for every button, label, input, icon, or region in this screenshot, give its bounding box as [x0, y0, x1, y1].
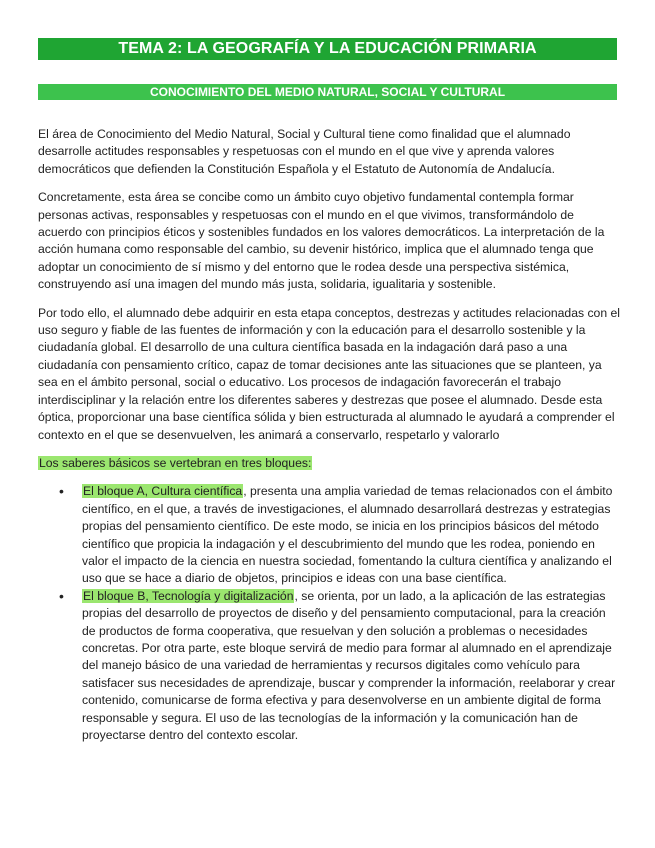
bullet-icon: • — [59, 587, 64, 604]
paragraph: Concretamente, esta área se concibe como un ámbito cuyo objetivo fundamental contempla formar personas activas, responsables y respetuosas con el mundo en el que vivimos, transformándolo de acuerdo con principios éticos y sostenibles fundados en los valores democráticos. La interpretación de la acción humana como responsable del cambio, su devenir histórico, implica que el alumnado tenga que adoptar un conocimiento de sí mismo y del entorno que le rodea desde una perspectiva sistémica, construyendo así una imagen del mundo más justa, solidaria, igualitaria y sostenible. — [38, 190, 605, 292]
document-body — [38, 126, 620, 744]
highlighted-text: Los saberes básicos se vertebran en tres bloques: — [39, 455, 312, 470]
blocks-intro — [38, 455, 620, 472]
paragraph: Por todo ello, el alumnado debe adquirir en esta etapa conceptos, destrezas y actitudes relacionadas con el uso seguro y fiable de las fuentes de información y con la educación para el desarrollo sostenible y la ciudadanía global. El desarrollo de una cultura científica basada en la indagación dará paso a una ciudadanía con pensamiento crítico, capaz de tomar decisiones ante las situaciones que se planteen, ya sea en el ámbito personal, social o educativo. Los procesos de indagación favorecerán el trabajo interdisciplinar y la relación entre los diferentes saberes y destrezas que posee el alumnado. Desde esta óptica, proporcionar una base científica sólida y bien estructurada al alumnado le ayudará a comprender el contexto en el que se desenvuelven, les animará a conservarlo, respetarlo y valorarlo — [38, 305, 620, 442]
paragraph: El área de Conocimiento del Medio Natural, Social y Cultural tiene como finalidad que el alumnado desarrolle actitudes responsables y respetuosas con el mundo en el que vive y aprenda valores democráticos que defienden la Constitución Española y el Estatuto de Autonomía de Andalucía. — [38, 127, 571, 176]
bullet-icon: • — [59, 483, 64, 500]
bullet-list — [38, 483, 620, 744]
list-item-text: , se orienta, por un lado, a la aplicación de las estrategias propias del desarrollo de proyectos de diseño y del pensamiento computacional, para la creación de productos de forma cooperativa, que resuelvan y den solución a problemas o necesidades concretas. Por otra parte, este bloque servirá de medio para formar al alumnado en el aprendizaje del manejo básico de una variedad de herramientas y recursos digitales como vehículo para satisfacer sus necesidades de aprendizaje, buscar y comprender la información, reelaborar y crear contenido, comunicarse de forma efectiva y para desenvolverse en un ambiente digital de forma responsable y segura. El uso de las tecnologías de la información y la comunicación han de proyectarse dentro del contexto escolar. — [82, 588, 616, 742]
highlighted-text: El bloque B, Tecnología y digitalización — [83, 588, 294, 603]
document-title: TEMA 2: LA GEOGRAFÍA Y LA EDUCACIÓN PRIMARIA — [38, 38, 617, 60]
list-item-text: , presenta una amplia variedad de temas relacionados con el ámbito científico, en el que, a través de investigaciones, el alumnado desarrollará destrezas y estrategias propias del pensamiento científico. De este modo, se inicia en los principios básicos del método científico que propicia la indagación y el descubrimiento del mundo que les rodea, poniendo en valor el impacto de la ciencia en nuestra sociedad, fomentando la cultura científica y analizando el uso que se hace a diario de objetos, principios e ideas con una base científica. — [82, 484, 613, 586]
section-subtitle: CONOCIMIENTO DEL MEDIO NATURAL, SOCIAL Y CULTURAL — [38, 84, 617, 100]
list-item — [59, 587, 620, 745]
list-item — [59, 483, 620, 587]
highlighted-text: El bloque A, Cultura científica — [83, 484, 243, 499]
